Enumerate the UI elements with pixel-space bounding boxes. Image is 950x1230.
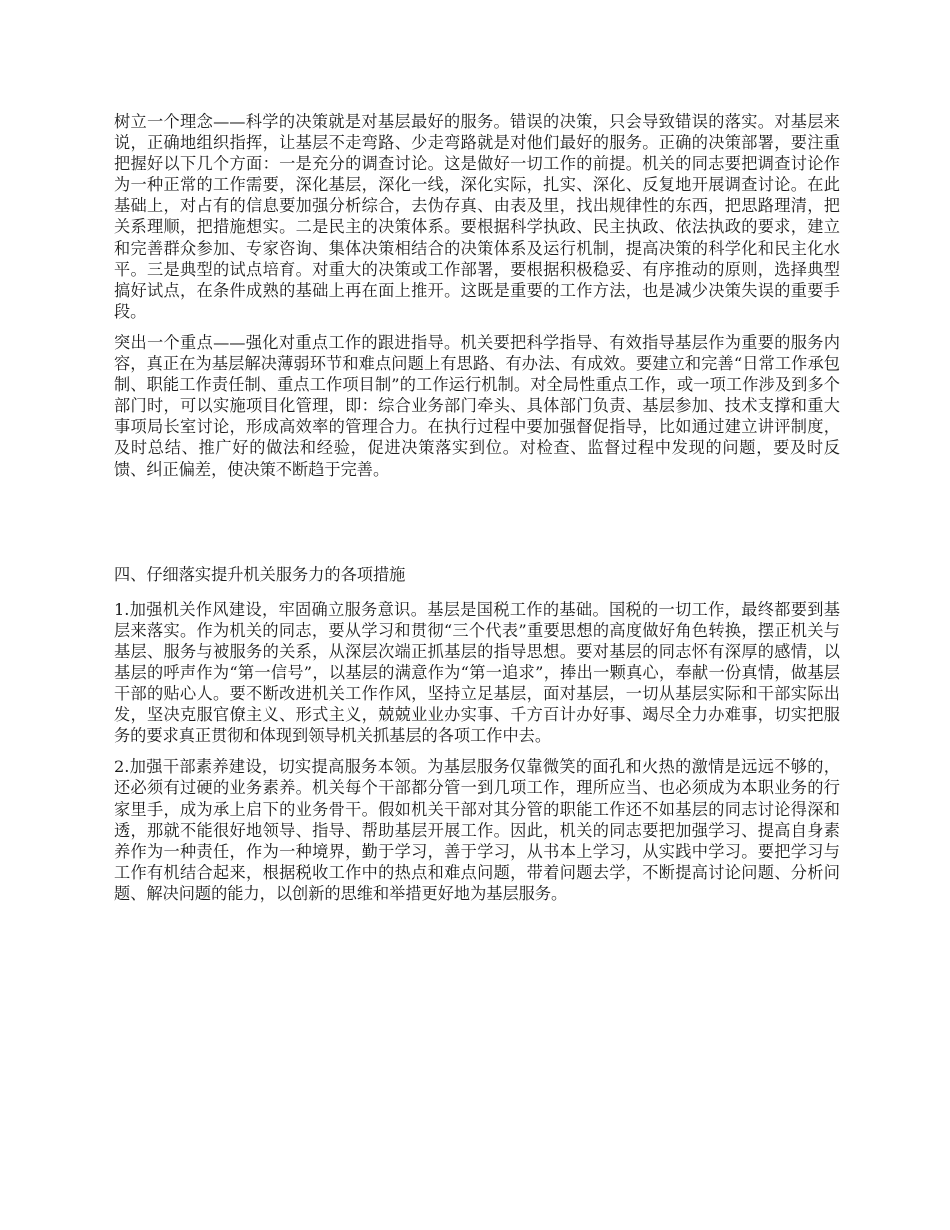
paragraph-cadre-quality: 2.加强干部素养建设，切实提高服务本领。为基层服务仅靠微笑的面孔和火热的激情是远远不够的，还必须有过硬的业务素养。机关每个干部都分管一到几项工作，理所应当、也必须成为本职业务的行家里手，成为承上启下的业务骨干。假如机关干部对其分管的职能工作还不如基层的同志讨论得深和透，那就不能很好地领导、指导、帮助基层开展工作。因此，机关的同志要把加强学习、提高自身素养作为一种责任，作为一种境界，勤于学习，善于学习，从书本上学习，从实践中学习。要把学习与工作有机结合起来，根据税收工作中的热点和难点问题，带着问题去学，不断提高讨论问题、分析问题、解决问题的能力，以创新的思维和举措更好地为基层服务。 <box>114 757 840 903</box>
section-heading: 四、仔细落实提升机关服务力的各项措施 <box>114 564 406 584</box>
paragraph-work-style: 1.加强机关作风建设，牢固确立服务意识。基层是国税工作的基础。国税的一切工作，最终都要到基层来落实。作为机关的同志，要从学习和贯彻“三个代表”重要思想的高度做好角色转换，摆正机关与基层、服务与被服务的关系，从深层次端正抓基层的指导思想。要对基层的同志怀有深厚的感情，以基层的呼声作为“第一信号”，以基层的满意作为“第一追求”，捧出一颗真心，奉献一份真情，做基层干部的贴心人。要不断改进机关工作作风，坚持立足基层，面对基层，一切从基层实际和干部实际出发，坚决克服官僚主义、形式主义，兢兢业业办实事、千方百计办好事、竭尽全力办难事，切实把服务的要求真正贯彻和体现到领导机关抓基层的各项工作中去。 <box>114 599 840 746</box>
document-page <box>114 111 840 914</box>
paragraph-key-focus: 突出一个重点——强化对重点工作的跟进指导。机关要把科学指导、有效指导基层作为重要的服务内容，真正在为基层解决薄弱环节和难点问题上有思路、有办法、有成效。要建立和完善“日常工作承包制、职能工作责任制、重点工作项目制”的工作运行机制。对全局性重点工作，或一项工作涉及到多个部门时，可以实施项目化管理，即：综合业务部门牵头、具体部门负责、基层参加、技术支撑和重大事项局长室讨论，形成高效率的管理合力。在执行过程中要加强督促指导，比如通过建立讲评制度，及时总结、推广好的做法和经验，促进决策落实到位。对检查、监督过程中发现的问题，要及时反馈、纠正偏差，使决策不断趋于完善。 <box>114 332 840 479</box>
paragraph-decision-concept: 树立一个理念——科学的决策就是对基层最好的服务。错误的决策，只会导致错误的落实。对基层来说，正确地组织指挥，让基层不走弯路、少走弯路就是对他们最好的服务。正确的决策部署，要注重把握好以下几个方面：一是充分的调查讨论。这是做好一切工作的前提。机关的同志要把调查讨论作为一种正常的工作需要，深化基层，深化一线，深化实际，扎实、深化、反复地开展调查讨论。在此基础上，对占有的信息要加强分析综合，去伪存真、由表及里，找出规律性的东西，把思路理清，把关系理顺，把措施想实。二是民主的决策体系。要根据科学执政、民主执政、依法执政的要求，建立和完善群众参加、专家咨询、集体决策相结合的决策体系及运行机制，提高决策的科学化和民主化水平。三是典型的试点培育。对重大的决策或工作部署，要根据积极稳妥、有序推动的原则，选择典型搞好试点，在条件成熟的基础上再在面上推开。这既是重要的工作方法，也是减少决策失误的重要手段。 <box>114 112 840 321</box>
section-spacer <box>114 490 840 564</box>
